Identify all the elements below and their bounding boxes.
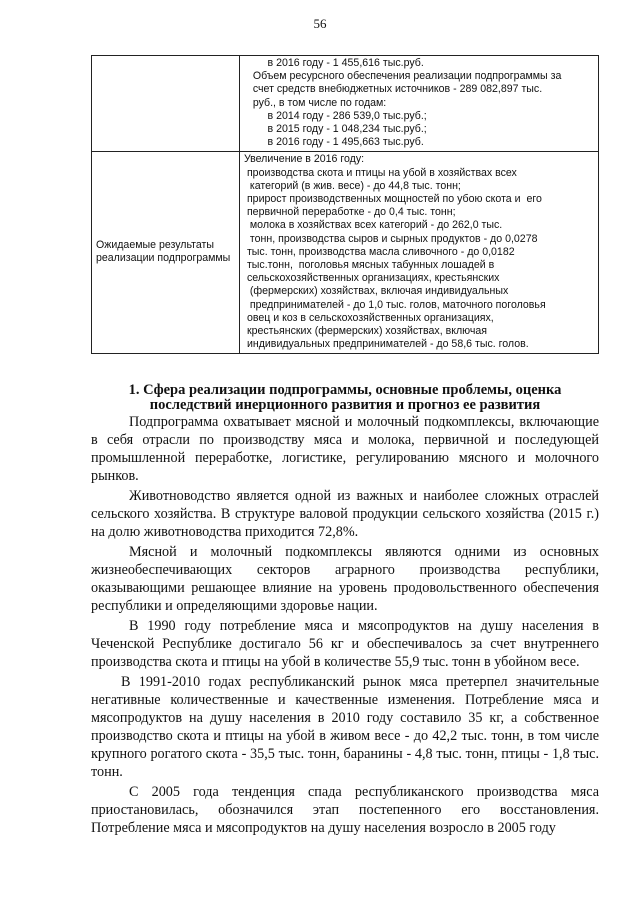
- table-row: [92, 56, 599, 152]
- table-line: категорий (в жив. весе) - до 44,8 тыс. тонн;: [244, 179, 461, 192]
- table-line: предпринимателей - до 1,0 тыс. голов, маточного поголовья: [244, 298, 546, 311]
- paragraph: Мясной и молочный подкомплексы являются одними из основных жизнеобеспечивающих секторов аграрного производства республики, оказывающими решающее влияние на уровень продовольственного обеспечения республики и определяющими здоровье нации.: [91, 544, 599, 614]
- table-line: сельскохозяйственных организациях, крестьянских: [244, 272, 500, 285]
- table-line: Объем ресурсного обеспечения реализации подпрограммы за: [244, 70, 562, 83]
- page-number: 56: [313, 16, 327, 31]
- table-line: крестьянских (фермерских) хозяйствах, включая: [244, 325, 488, 338]
- table-line: в 2016 году - 1 495,663 тыс.руб.: [244, 136, 424, 149]
- table-line: молока в хозяйствах всех категорий - до 262,0 тыс.: [244, 219, 503, 232]
- table-line: в 2014 году - 286 539,0 тыс.руб.;: [244, 109, 427, 122]
- body-text: [91, 413, 599, 839]
- table-line: индивидуальных предпринимателей - до 58,6 тыс. голов.: [244, 338, 529, 351]
- table-line: тыс. тонн, производства масла сливочного - до 0,0182: [244, 245, 515, 258]
- paragraph: Подпрограмма охватывает мясной и молочный подкомплексы, включающие в себя отрасли по производству мяса и молока, первичной и последующей промышленной переработке, логистике, регулированию мясного и молочного рынков.: [91, 414, 599, 484]
- table-cell-funding: [240, 56, 599, 152]
- table-row: [92, 152, 599, 354]
- table-line: счет средств внебюджетных источников - 289 082,897 тыс.: [244, 83, 543, 96]
- table-line: производства скота и птицы на убой в хозяйствах всех: [244, 166, 517, 179]
- table-line: тонн, производства сыров и сырных продуктов - до 0,0278: [244, 232, 538, 245]
- table-line: в 2016 году - 1 455,616 тыс.руб.: [244, 57, 424, 69]
- section-heading: 1. Сфера реализации подпрограммы, основные проблемы, оценка последствий инерционного развития и прогноз ее развития: [128, 382, 562, 413]
- paragraph: Животноводство является одной из важных и наиболее сложных отраслей сельского хозяйства. В структуре валовой продукции сельского хозяйства (2015 г.) на долю животноводства приходится 72,8%.: [91, 488, 599, 540]
- table-line: первичной переработке - до 0,4 тыс. тонн;: [244, 206, 456, 219]
- table-line: Увеличение в 2016 году:: [244, 153, 365, 166]
- paragraph: С 2005 года тенденция спада республиканского производства мяса приостановилась, обозначился этап постепенного его восстановления. Потребление мяса и мясопродуктов на душу населения возросло в 2005 году: [91, 784, 599, 836]
- table-line: прирост производственных мощностей по убою скота и его: [244, 193, 542, 206]
- table-line: (фермерских) хозяйствах, включая индивидуальных: [244, 285, 509, 298]
- program-passport-table: [91, 55, 599, 354]
- table-cell-expected-results: [240, 152, 599, 354]
- table-cell-label-empty: [92, 56, 240, 152]
- paragraph: В 1990 году потребление мяса и мясопродуктов на душу населения в Чеченской Республике достигало 56 кг и обеспечивалось за счет внутреннего производства скота и птицы на убой в количестве 55,9 тыс. тонн в убойном весе.: [91, 618, 599, 670]
- table-line: в 2015 году - 1 048,234 тыс.руб.;: [244, 123, 427, 136]
- table-line: руб., в том числе по годам:: [244, 96, 387, 109]
- table-line: овец и коз в сельскохозяйственных организациях,: [244, 311, 494, 324]
- table-cell-label-expected-results: Ожидаемые результаты реализации подпрограммы: [92, 152, 240, 354]
- table-line: тыс.тонн, поголовья мясных табунных лошадей в: [244, 259, 495, 272]
- paragraph: В 1991-2010 годах республиканский рынок мяса претерпел значительные негативные количественные и качественные изменения. Потребление мяса и мясопродуктов на душу населения в 2010 году составило 35 кг, а собственное производство скота и птицы на убой в живом весе - до 42,2 тыс. тонн, в том числе крупного рогатого скота - 35,5 тыс. тонн, баранины - 4,8 тыс. тонн, птицы - 1,8 тыс. тонн.: [91, 674, 599, 780]
